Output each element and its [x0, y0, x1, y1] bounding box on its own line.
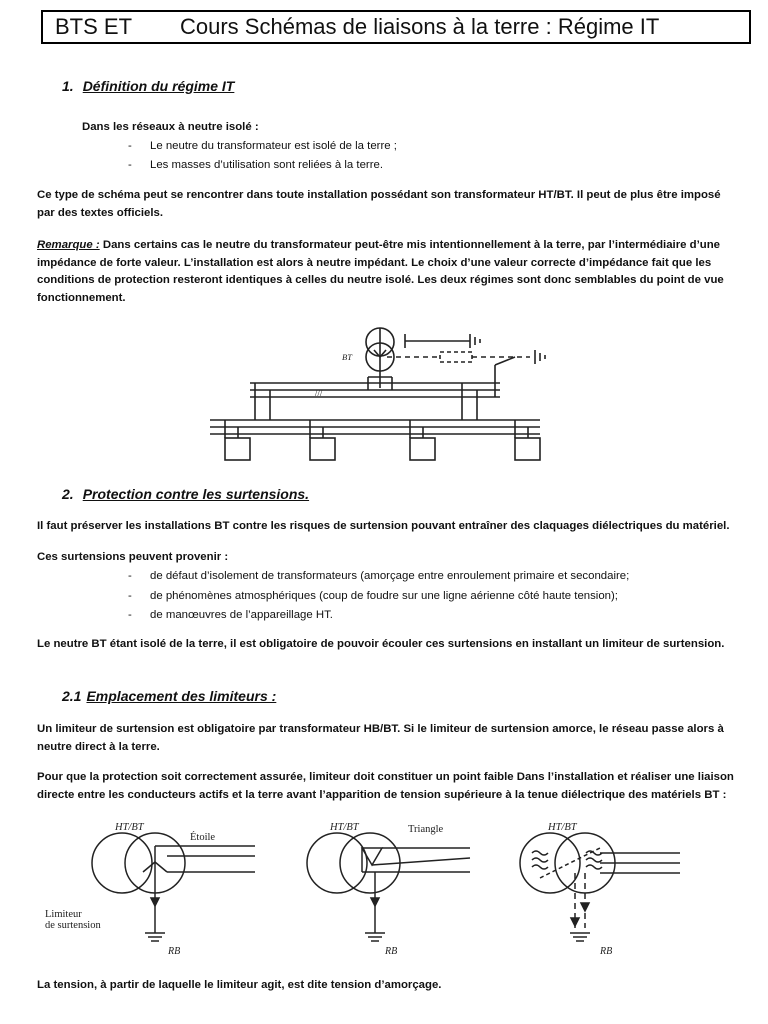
list-item [128, 586, 728, 606]
section-2-1-number: 2.1 [62, 688, 82, 704]
diagram1-bt-label: BT [342, 352, 352, 362]
page-header [41, 10, 751, 44]
diagram2-htbt-label-3: HT/BT [548, 822, 577, 833]
impedance-transformer-primary [520, 833, 580, 893]
diagram2-etoile-label: Étoile [190, 832, 216, 843]
section-2-paragraph-2: Ces surtensions peuvent provenir : [37, 551, 229, 563]
diagram1-slash-marks: /// [315, 388, 323, 398]
section-1-intro: Dans les réseaux à neutre isolé : [82, 121, 259, 133]
bullet-dash: - [128, 140, 132, 152]
section-2-1-paragraph-1: Un limiteur de surtension est obligatoire par transformateur HB/BT. Si le limiteur de surtension amorce, le réseau passe alors à neutre direct à la terre. [37, 723, 724, 753]
section-1-paragraph: Ce type de schéma peut se rencontrer dans toute installation possédant son transformateur HT/BT. Il peut de plus être imposé par des textes officiels. [37, 189, 721, 219]
section-1-number: 1. [62, 78, 74, 94]
diagram2-htbt-label-1: HT/BT [115, 822, 144, 833]
diagram2-triangle-label: Triangle [408, 824, 444, 835]
bullet-text: de défaut d’isolement de transformateurs (amorçage entre enroulement primaire et secondaire; [150, 570, 630, 582]
bullet-dash: - [128, 609, 132, 621]
bullet-dash: - [128, 159, 132, 171]
list-item [128, 155, 688, 175]
load-box-1 [225, 438, 250, 460]
bullet-text: de manœuvres de l’appareillage HT. [150, 609, 333, 621]
section-2-paragraph-1: Il faut préserver les installations BT contre les risques de surtension pouvant entraîner des claquages diélectriques du matériel. [37, 520, 730, 532]
section-1-title: Définition du régime IT [82, 78, 235, 94]
it-network-diagram [200, 320, 560, 470]
section-2-heading [62, 486, 309, 502]
triangle-transformer-primary [307, 833, 367, 893]
diagram2-rb-label-2: RB [385, 946, 398, 957]
bullet-text: Les masses d’utilisation sont reliées à la terre. [150, 159, 383, 171]
limiter-placement-diagram [40, 818, 720, 968]
section-1-remark [37, 237, 737, 307]
diagram2-rb-label-3: RB [600, 946, 613, 957]
diagram2-rb-label-1: RB [168, 946, 181, 957]
remark-label: Remarque : [37, 239, 100, 251]
section-2-1-paragraph-2: Pour que la protection soit correctement assurée, limiteur doit constituer un point faible Dans l’installation et réaliser une liaison directe entre les conducteurs actifs et la terre avant l’apparition de tension supérieure à la tenue diélectrique des matériels BT : [37, 771, 734, 801]
bullet-dash: - [128, 590, 132, 602]
section-2-1-heading [62, 688, 276, 704]
star-transformer-primary [92, 833, 152, 893]
load-box-4 [515, 438, 540, 460]
section-2-number: 2. [62, 486, 74, 502]
section-1-heading [62, 78, 234, 94]
diagram2-limiteur-line-1: Limiteur [45, 909, 82, 920]
section-2-title: Protection contre les surtensions. [82, 486, 310, 502]
bullet-text: Le neutre du transformateur est isolé de la terre ; [150, 140, 397, 152]
diagram2-limiteur-line-2: de surtension [45, 920, 101, 931]
section-2-paragraph-3: Le neutre BT étant isolé de la terre, il est obligatoire de pouvoir écouler ces surtensions en installant un limiteur de surtension. [37, 638, 725, 650]
list-item [128, 566, 728, 586]
bullet-dash: - [128, 570, 132, 582]
list-item [128, 605, 728, 625]
bullet-text: de phénomènes atmosphériques (coup de foudre sur une ligne aérienne côté haute tension); [150, 590, 618, 602]
diagram2-htbt-label-2: HT/BT [330, 822, 359, 833]
header-course-code: BTS ET [55, 14, 133, 39]
list-item [128, 136, 688, 156]
header-title: Cours Schémas de liaisons à la terre : Régime IT [180, 14, 660, 39]
load-box-2 [310, 438, 335, 460]
section-2-1-title: Emplacement des limiteurs : [86, 688, 277, 704]
section-2-1-paragraph-3: La tension, à partir de laquelle le limiteur agit, est dite tension d’amorçage. [37, 979, 442, 991]
remark-text: Dans certains cas le neutre du transformateur peut-être mis intentionnellement à la terre, par l’intermédiaire d’une impédance de forte valeur. L’installation est alors à neutre impédant. Le choix d’une valeur correcte d’impédance fait que les conditions de protection resteront identiques à celles du neutre isolé. Les deux régimes sont donc semblables du point de vue fonctionnement. [37, 239, 724, 304]
load-box-3 [410, 438, 435, 460]
